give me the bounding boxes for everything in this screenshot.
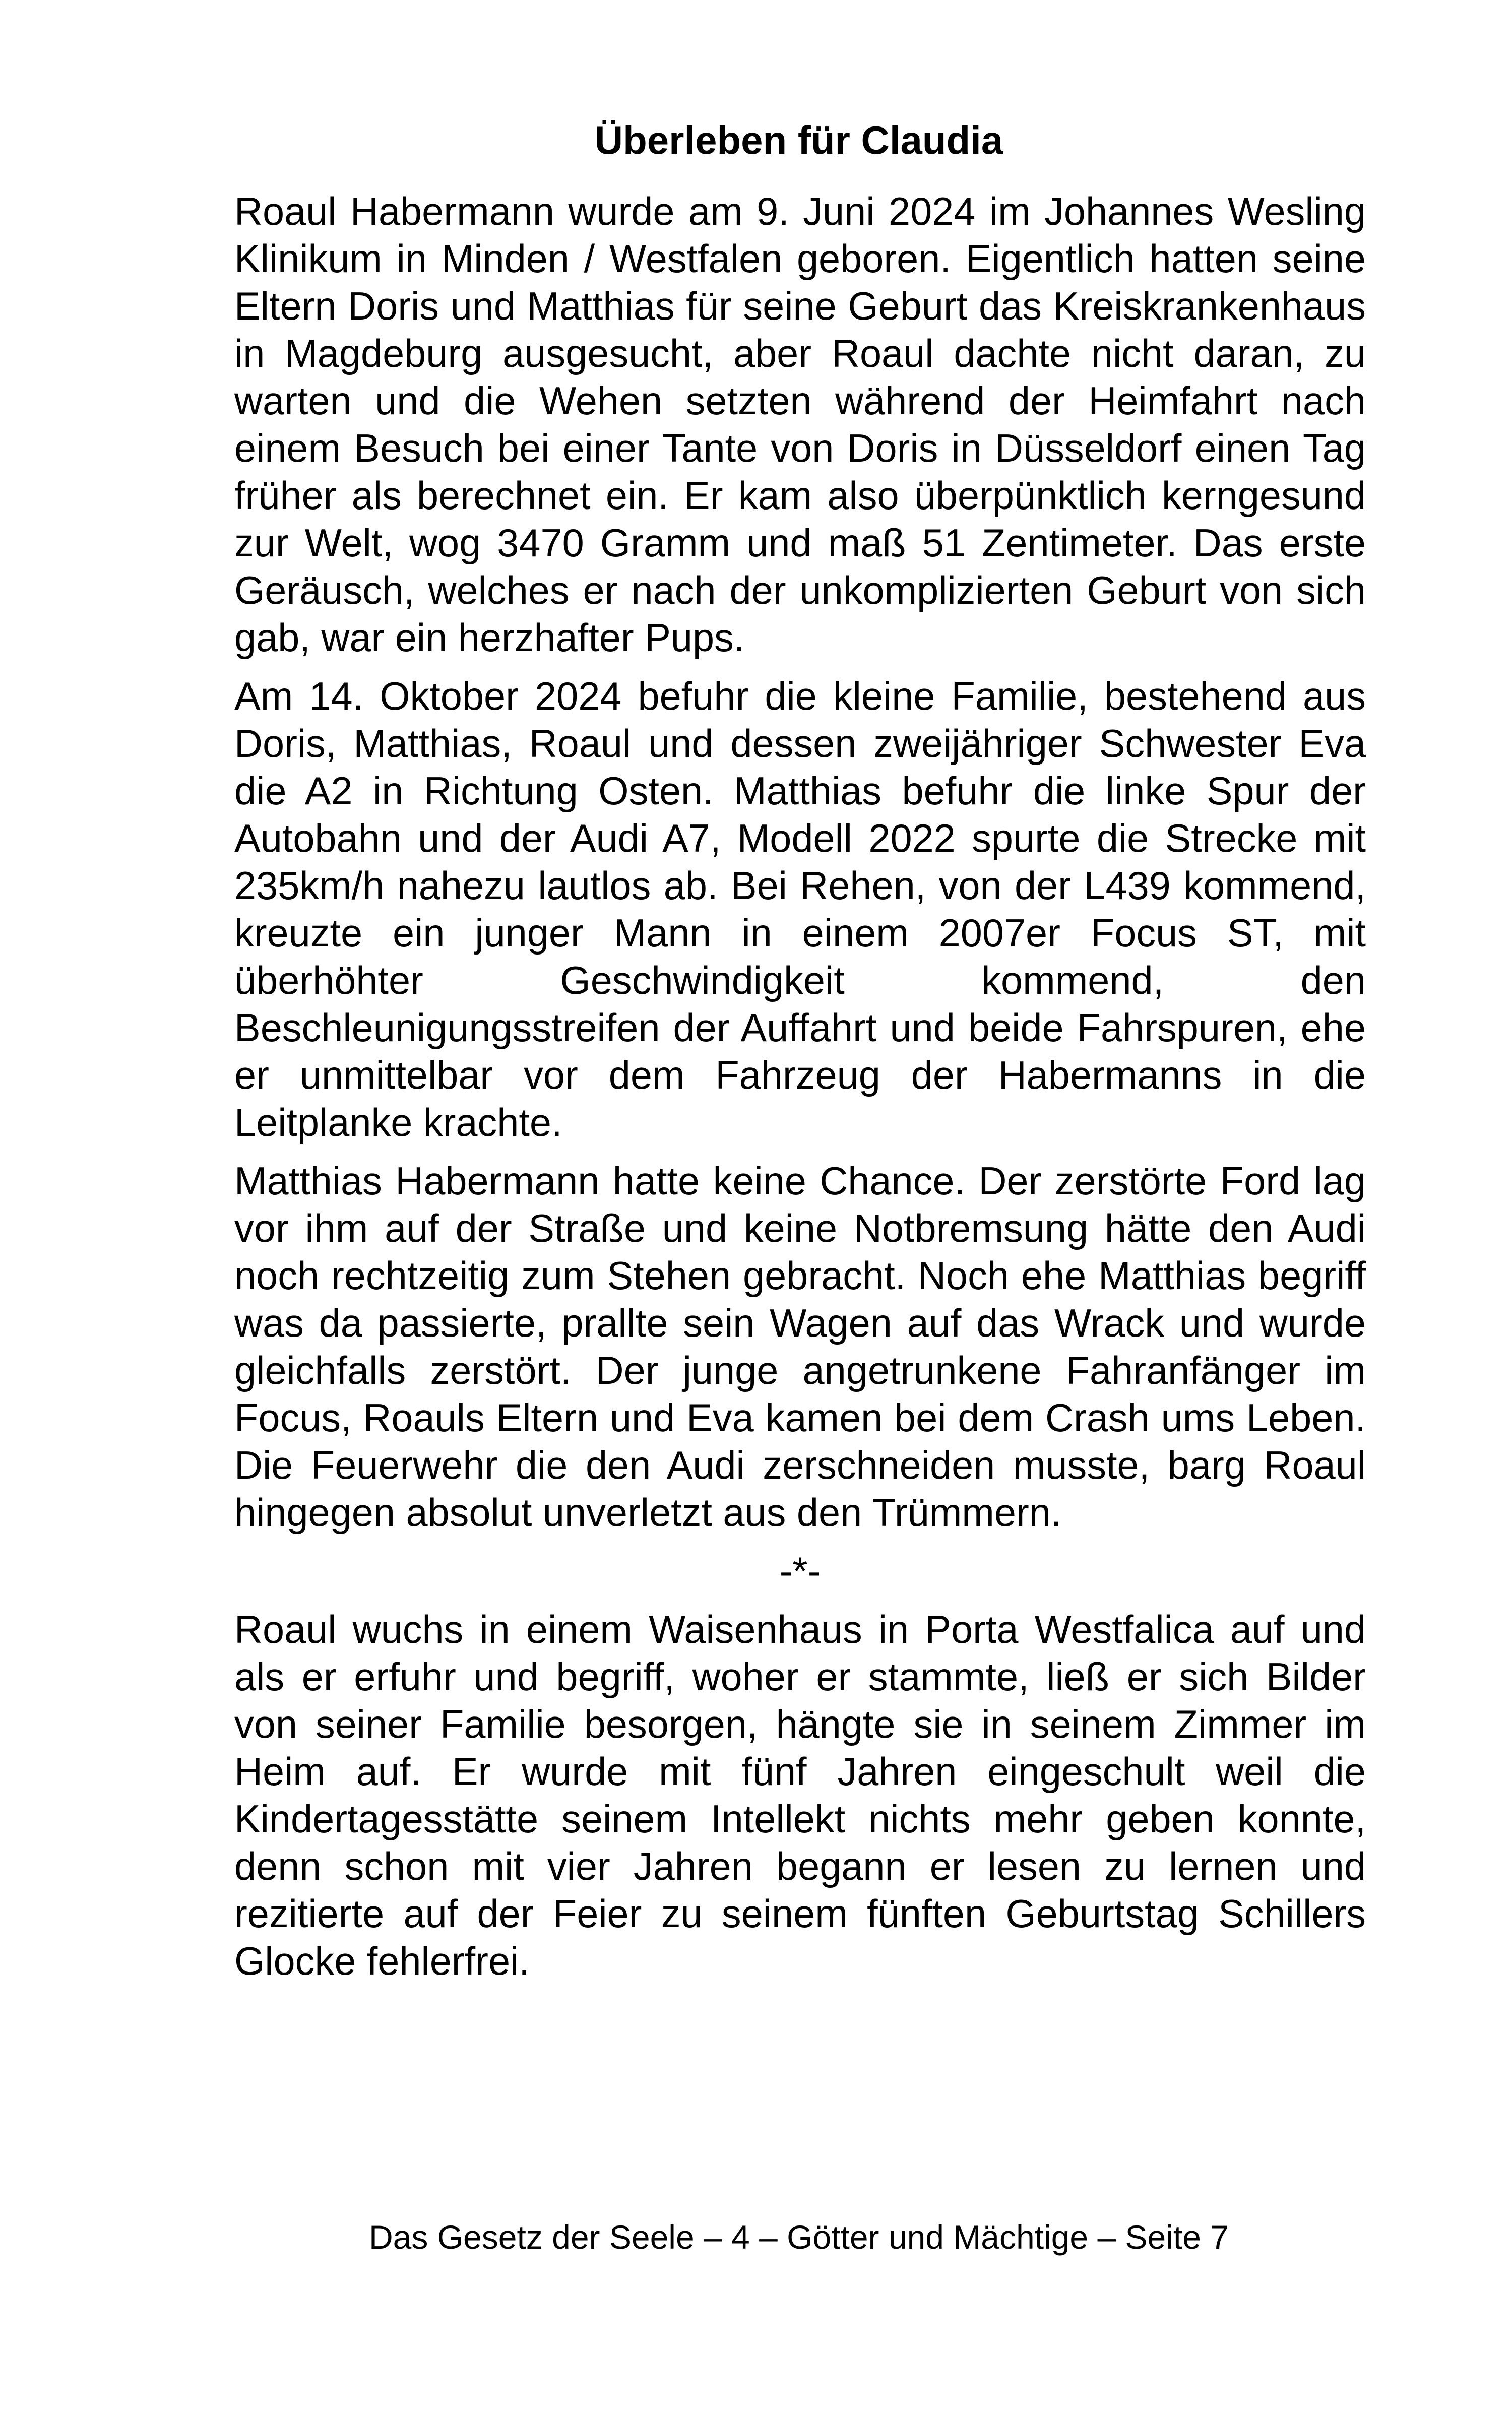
paragraph-3: Matthias Habermann hatte keine Chance. Der zerstörte Ford lag vor ihm auf der Straße und keine Notbremsung hätte den Audi noch rechtzeitig zum Stehen gebracht. Noch ehe Matthias begriff was da passierte, prallte sein Wagen auf das Wrack und wurde gleichfalls zerstört. Der junge angetrunkene Fahranfänger im Focus, Roauls Eltern und Eva kamen bei dem Crash ums Leben. Die Feuerwehr die den Audi zerschneiden musste, barg Roaul hingegen absolut unverletzt aus den Trümmern. [234,1160,1366,1535]
paragraph-2: Am 14. Oktober 2024 befuhr die kleine Familie, bestehend aus Doris, Matthias, Roaul und dessen zweijähriger Schwester Eva die A2 in Richtung Osten. Matthias befuhr die linke Spur der Autobahn und der Audi A7, Modell 2022 spurte die Strecke mit 235km/h nahezu lautlos ab. Bei Rehen, von der L439 kommend, kreuzte ein junger Mann in einem 2007er Focus ST, mit überhöhter Geschwindigkeit kommend, den Beschleunigungsstreifen der Auffahrt und beide Fahrspuren, ehe er unmittelbar vor dem Fahrzeug der Habermanns in die Leitplanke krachte. [234,675,1366,1144]
paragraph-4: Roaul wuchs in einem Waisenhaus in Porta Westfalica auf und als er erfuhr und begriff, woher er stammte, ließ er sich Bilder von seiner Familie besorgen, hängte sie in seinem Zimmer im Heim auf. Er wurde mit fünf Jahren eingeschult weil die Kindertagesstätte seinem Intellekt nichts mehr geben konnte, denn schon mit vier Jahren begann er lesen zu lernen und rezitierte auf der Feier zu seinem fünften Geburtstag Schillers Glocke fehlerfrei. [234,1608,1366,1983]
paragraph-1: Roaul Habermann wurde am 9. Juni 2024 im Johannes Wesling Klinikum in Minden / Westfalen geboren. Eigentlich hatten seine Eltern Doris und Matthias für seine Geburt das Kreiskrankenhaus in Magdeburg ausgesucht, aber Roaul dachte nicht daran, zu warten und die Wehen setzten während der Heimfahrt nach einem Besuch bei einer Tante von Doris in Düsseldorf einen Tag früher als berechnet ein. Er kam also überpünktlich kerngesund zur Welt, wog 3470 Gramm und maß 51 Zentimeter. Das erste Geräusch, welches er nach der unkomplizierten Geburt von sich gab, war ein herzhafter Pups. [234,190,1366,660]
chapter-title: Überleben für Claudia [594,118,1003,162]
page-footer: Das Gesetz der Seele – 4 – Götter und Mächtige – Seite 7 [369,2218,1229,2256]
chapter-body [234,188,1366,1996]
section-separator: -*- [779,1550,821,1593]
